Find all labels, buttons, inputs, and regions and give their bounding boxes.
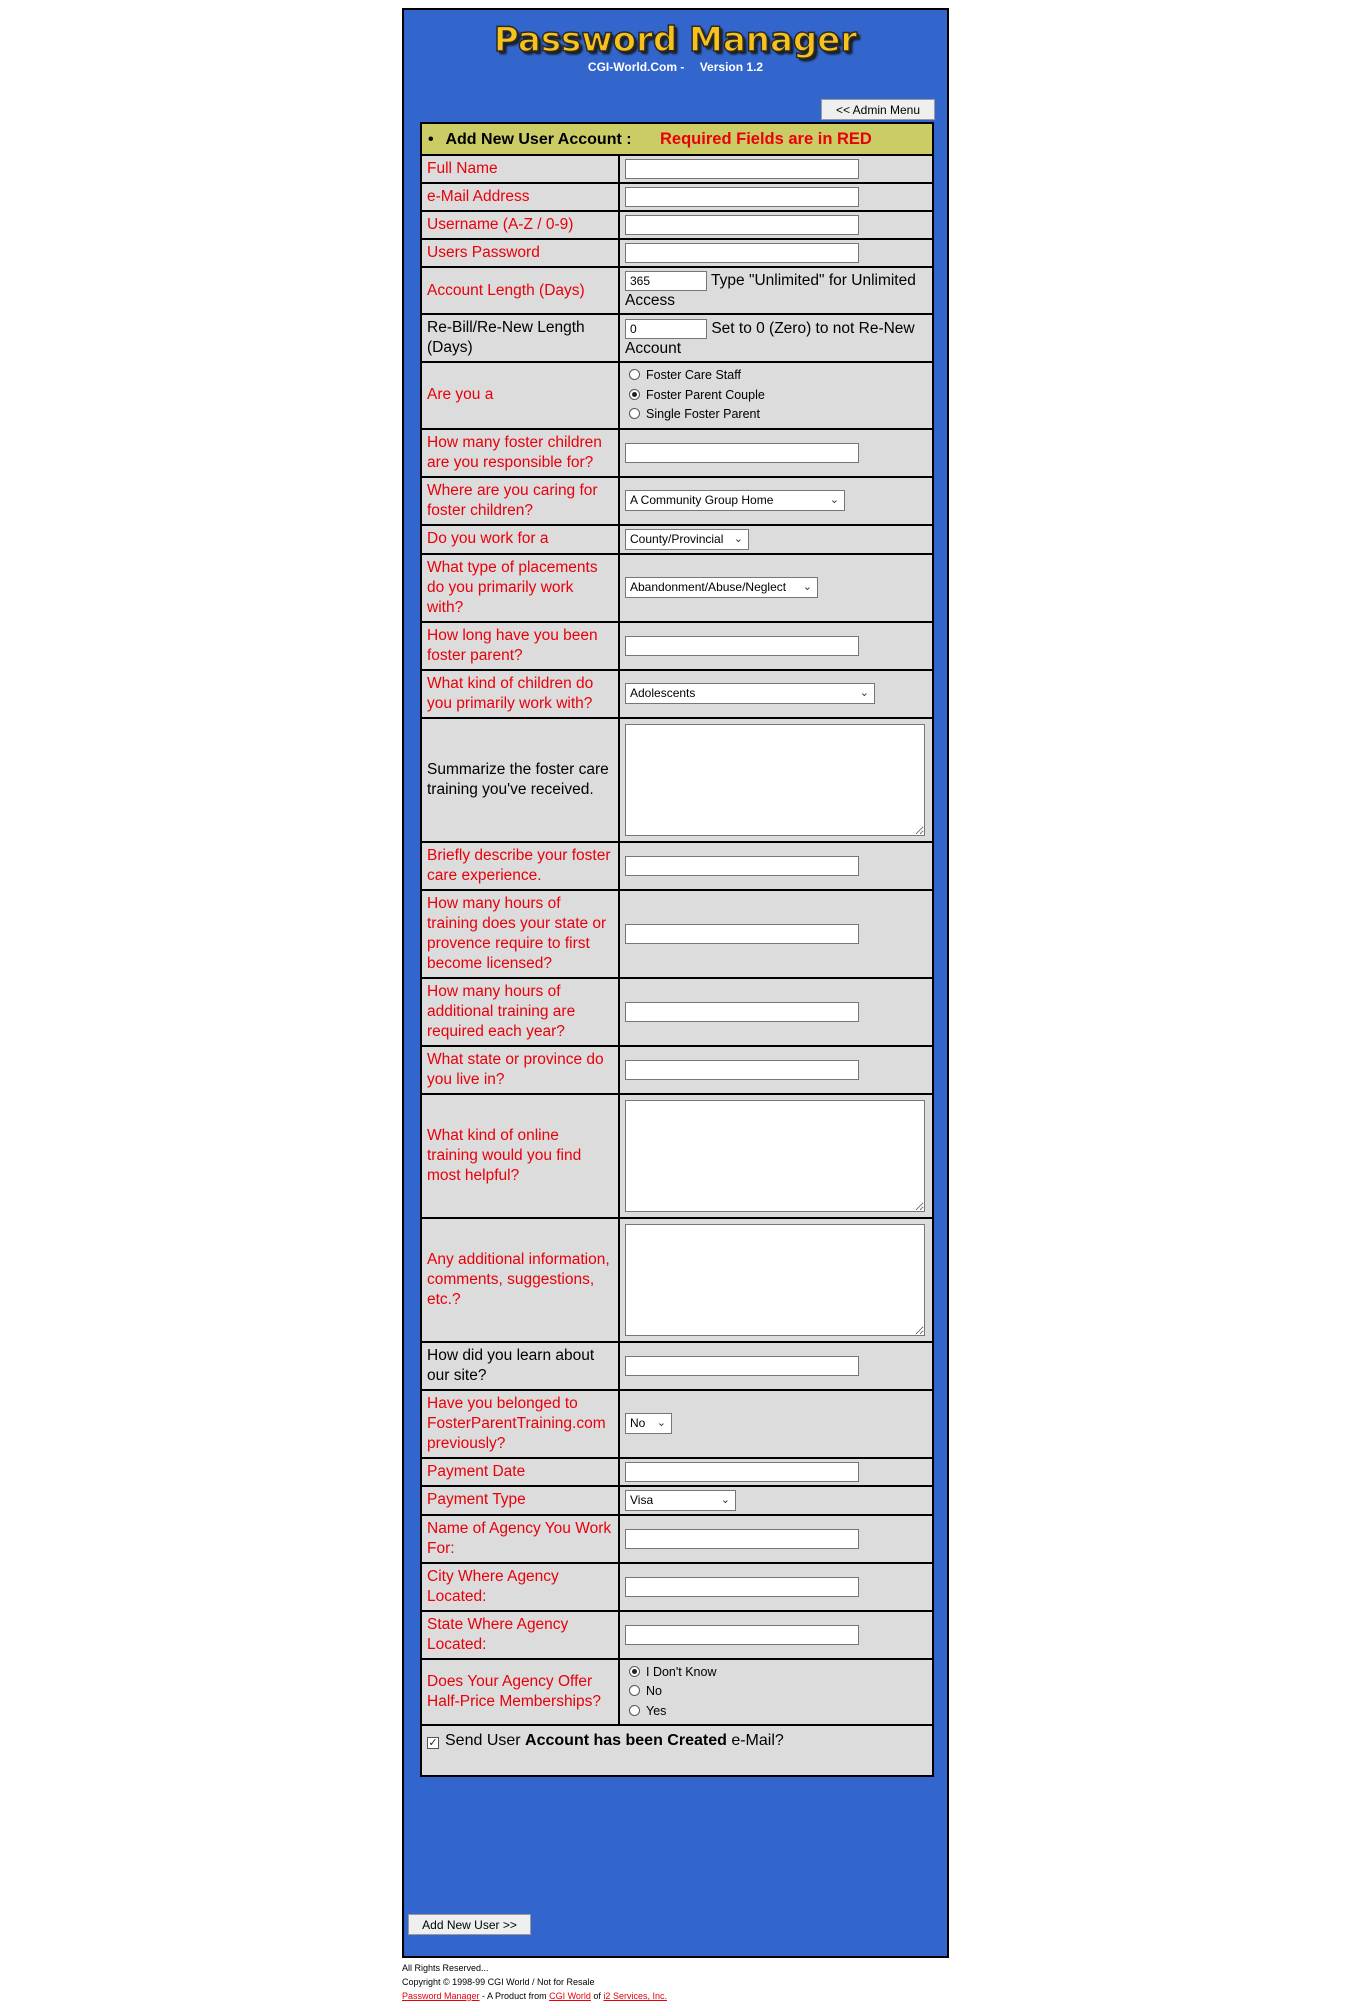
half-price-label: Does Your Agency Offer Half-Price Memberships?	[421, 1659, 619, 1726]
radio-selected-icon[interactable]	[629, 389, 640, 400]
chevron-down-icon: ⌄	[720, 1493, 730, 1506]
additional-info-label: Any additional information, comments, suggestions, etc.?	[421, 1218, 619, 1342]
radio-icon[interactable]	[629, 1705, 640, 1716]
full-name-label: Full Name	[421, 155, 619, 183]
logo-site: CGI-World.Com -	[587, 60, 685, 74]
row-full-name	[421, 155, 933, 183]
work-for-select[interactable]: County/Provincial ⌄	[625, 529, 749, 550]
experience-label: Briefly describe your foster care experience.	[421, 842, 619, 890]
radio-icon[interactable]	[629, 408, 640, 419]
are-you-option-staff[interactable]: Foster Care Staff	[629, 366, 927, 386]
placement-type-label: What type of placements do you primarily work with?	[421, 554, 619, 622]
add-user-form	[420, 122, 934, 1777]
row-half-price	[421, 1659, 933, 1726]
rebill-hint: Set to 0 (Zero) to not Re-New Account	[625, 319, 915, 357]
how-long-label: How long have you been foster parent?	[421, 622, 619, 670]
cgi-world-link[interactable]: CGI World	[549, 1991, 591, 2001]
experience-input[interactable]	[625, 856, 859, 876]
account-length-input[interactable]	[625, 271, 707, 291]
payment-date-label: Payment Date	[421, 1458, 619, 1486]
row-additional-info	[421, 1218, 933, 1342]
send-email-checkbox[interactable]: ✓	[428, 1737, 438, 1749]
row-hours-required	[421, 890, 933, 978]
logo-subtitle	[404, 60, 947, 74]
row-hours-additional	[421, 978, 933, 1046]
kind-children-select[interactable]: Adolescents ⌄	[625, 683, 875, 704]
row-agency-city	[421, 1563, 933, 1611]
placement-type-select[interactable]: Abandonment/Abuse/Neglect ⌄	[625, 577, 818, 598]
bullet-icon: •	[428, 130, 434, 148]
logo	[404, 10, 947, 82]
hours-additional-input[interactable]	[625, 1002, 859, 1022]
row-email	[421, 183, 933, 211]
agency-state-label: State Where Agency Located:	[421, 1611, 619, 1659]
are-you-radio-group	[625, 366, 927, 425]
logo-title: Password Manager	[493, 20, 858, 60]
row-kind-children	[421, 670, 933, 718]
add-new-user-button[interactable]: Add New User >>	[408, 1914, 531, 1935]
rebill-input[interactable]	[625, 319, 707, 339]
password-label: Users Password	[421, 239, 619, 267]
row-placement-type	[421, 554, 933, 622]
full-name-input[interactable]	[625, 159, 859, 179]
footer-rights: All Rights Reserved...	[402, 1963, 489, 1973]
num-children-label: How many foster children are you responsible for?	[421, 429, 619, 477]
learn-about-label: How did you learn about our site?	[421, 1342, 619, 1390]
username-label: Username (A-Z / 0-9)	[421, 211, 619, 239]
row-online-training	[421, 1094, 933, 1218]
form-title: Add New User Account :	[445, 130, 632, 148]
belonged-before-select[interactable]: No ⌄	[625, 1413, 672, 1434]
agency-name-input[interactable]	[625, 1529, 859, 1549]
username-input[interactable]	[625, 215, 859, 235]
email-label: e-Mail Address	[421, 183, 619, 211]
row-training-summary	[421, 718, 933, 842]
online-training-textarea[interactable]	[625, 1100, 925, 1212]
online-training-label: What kind of online training would you find most helpful?	[421, 1094, 619, 1218]
radio-selected-icon[interactable]	[629, 1666, 640, 1677]
row-are-you	[421, 362, 933, 429]
payment-type-select[interactable]: Visa ⌄	[625, 1490, 736, 1511]
account-length-label: Account Length (Days)	[421, 267, 619, 314]
i2-services-link[interactable]: i2 Services, Inc.	[603, 1991, 667, 2001]
required-note: Required Fields are in RED	[660, 129, 872, 148]
are-you-option-single[interactable]: Single Foster Parent	[629, 405, 927, 425]
email-input[interactable]	[625, 187, 859, 207]
row-how-long	[421, 622, 933, 670]
page-frame	[402, 8, 949, 1958]
send-email-suffix: e-Mail?	[726, 1732, 784, 1749]
send-email-prefix: Send User	[445, 1732, 526, 1749]
state-live-label: What state or province do you live in?	[421, 1046, 619, 1094]
chevron-down-icon: ⌄	[802, 581, 812, 593]
row-experience	[421, 842, 933, 890]
additional-info-textarea[interactable]	[625, 1224, 925, 1336]
hours-additional-label: How many hours of additional training are required each year?	[421, 978, 619, 1046]
row-caring-where	[421, 477, 933, 525]
hours-required-input[interactable]	[625, 924, 859, 944]
row-payment-date	[421, 1458, 933, 1486]
half-price-radio-group	[625, 1663, 927, 1722]
row-username	[421, 211, 933, 239]
logo-version: Version 1.2	[699, 60, 764, 74]
how-long-input[interactable]	[625, 636, 859, 656]
chevron-down-icon: ⌄	[656, 1417, 666, 1429]
row-account-length	[421, 267, 933, 314]
radio-icon[interactable]	[629, 369, 640, 380]
hours-required-label: How many hours of training does your state or provence require to first become licensed?	[421, 890, 619, 978]
radio-icon[interactable]	[629, 1685, 640, 1696]
row-num-children	[421, 429, 933, 477]
row-belonged-before	[421, 1390, 933, 1458]
payment-date-input[interactable]	[625, 1462, 859, 1482]
half-price-option-yes[interactable]: Yes	[629, 1702, 927, 1722]
row-send-email	[421, 1725, 933, 1776]
footer	[402, 1961, 667, 2003]
half-price-option-no[interactable]: No	[629, 1682, 927, 1702]
row-payment-type	[421, 1486, 933, 1515]
row-learn-about	[421, 1342, 933, 1390]
are-you-label: Are you a	[421, 362, 619, 429]
agency-city-label: City Where Agency Located:	[421, 1563, 619, 1611]
account-length-hint: Type "Unlimited" for Unlimited Access	[625, 272, 916, 309]
rebill-label: Re-Bill/Re-New Length (Days)	[421, 314, 619, 362]
form-header-row	[421, 123, 933, 155]
footer-copyright: Copyright © 1998-99 CGI World / Not for Resale	[402, 1977, 595, 1987]
footer-product-line: Password Manager - A Product from CGI World of i2 Services, Inc.	[402, 1991, 667, 2001]
belonged-before-label: Have you belonged to FosterParentTraining.com previously?	[421, 1390, 619, 1458]
work-for-label: Do you work for a	[421, 525, 619, 554]
payment-type-label: Payment Type	[421, 1486, 619, 1515]
password-manager-link[interactable]: Password Manager	[402, 1991, 480, 2001]
agency-city-input[interactable]	[625, 1577, 859, 1597]
caring-where-label: Where are you caring for foster children?	[421, 477, 619, 525]
send-email-bold: Account has been Created	[525, 1732, 727, 1749]
row-password	[421, 239, 933, 267]
agency-name-label: Name of Agency You Work For:	[421, 1515, 619, 1563]
caring-where-select[interactable]: A Community Group Home ⌄	[625, 490, 845, 511]
training-summary-textarea[interactable]	[625, 724, 925, 836]
row-agency-name	[421, 1515, 933, 1563]
row-agency-state	[421, 1611, 933, 1659]
password-input[interactable]	[625, 243, 859, 263]
row-state-live	[421, 1046, 933, 1094]
admin-menu-button[interactable]: << Admin Menu	[821, 99, 935, 120]
chevron-down-icon: ⌄	[829, 494, 839, 506]
state-live-input[interactable]	[625, 1060, 859, 1080]
training-summary-label: Summarize the foster care training you've received.	[421, 718, 619, 842]
agency-state-input[interactable]	[625, 1625, 859, 1645]
chevron-down-icon: ⌄	[733, 532, 743, 545]
learn-about-input[interactable]	[625, 1356, 859, 1376]
chevron-down-icon: ⌄	[859, 687, 869, 699]
are-you-option-couple[interactable]: Foster Parent Couple	[629, 386, 927, 406]
row-rebill	[421, 314, 933, 362]
num-children-input[interactable]	[625, 443, 859, 463]
kind-children-label: What kind of children do you primarily work with?	[421, 670, 619, 718]
half-price-option-dont-know[interactable]: I Don't Know	[629, 1663, 927, 1683]
row-work-for	[421, 525, 933, 554]
